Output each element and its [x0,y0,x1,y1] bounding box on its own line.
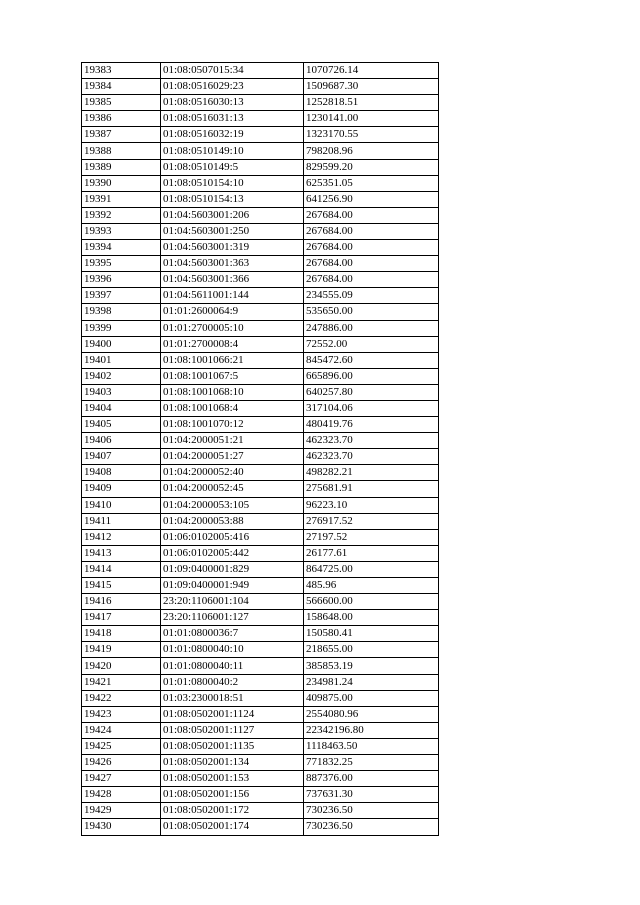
value-cell: 566600.00 [304,594,439,610]
row-number-cell: 19422 [82,690,161,706]
value-cell: 641256.90 [304,191,439,207]
cadastral-number-cell: 01:04:2000053:88 [161,513,304,529]
value-cell: 267684.00 [304,240,439,256]
cadastral-number-cell: 23:20:1106001:104 [161,594,304,610]
cadastral-number-cell: 01:01:2700008:4 [161,336,304,352]
value-cell: 864725.00 [304,561,439,577]
cadastral-number-cell: 01:08:1001066:21 [161,352,304,368]
table-row [82,771,439,787]
table-row [82,368,439,384]
row-number-cell: 19427 [82,771,161,787]
table-row [82,288,439,304]
value-cell: 887376.00 [304,771,439,787]
cadastral-number-cell: 01:04:2000052:40 [161,465,304,481]
table-row [82,529,439,545]
row-number-cell: 19429 [82,803,161,819]
cadastral-number-cell: 01:08:0502001:1127 [161,722,304,738]
cadastral-number-cell: 01:08:0502001:153 [161,771,304,787]
cadastral-number-cell: 01:08:1001068:4 [161,400,304,416]
value-cell: 267684.00 [304,223,439,239]
table-row [82,594,439,610]
row-number-cell: 19402 [82,368,161,384]
value-cell: 276917.52 [304,513,439,529]
table-row [82,626,439,642]
row-number-cell: 19426 [82,755,161,771]
table-row [82,674,439,690]
value-cell: 640257.80 [304,384,439,400]
table-row [82,642,439,658]
value-cell: 234981.24 [304,674,439,690]
cadastral-number-cell: 01:06:0102005:442 [161,545,304,561]
cadastral-number-cell: 01:01:0800040:10 [161,642,304,658]
row-number-cell: 19393 [82,223,161,239]
value-cell: 267684.00 [304,207,439,223]
row-number-cell: 19417 [82,610,161,626]
table-row [82,384,439,400]
cadastral-number-cell: 01:08:0516031:13 [161,111,304,127]
table-row [82,320,439,336]
value-cell: 218655.00 [304,642,439,658]
cadastral-number-cell: 01:01:0800040:11 [161,658,304,674]
table-row [82,352,439,368]
row-number-cell: 19406 [82,433,161,449]
row-number-cell: 19392 [82,207,161,223]
value-cell: 409875.00 [304,690,439,706]
value-cell: 730236.50 [304,803,439,819]
table-row [82,159,439,175]
cadastral-number-cell: 01:04:5603001:206 [161,207,304,223]
cadastral-number-cell: 01:08:1001070:12 [161,417,304,433]
cadastral-number-cell: 01:08:0510154:13 [161,191,304,207]
data-table [81,62,439,836]
cadastral-number-cell: 01:08:0502001:156 [161,787,304,803]
table-row [82,111,439,127]
row-number-cell: 19413 [82,545,161,561]
value-cell: 26177.61 [304,545,439,561]
value-cell: 829599.20 [304,159,439,175]
value-cell: 845472.60 [304,352,439,368]
table-row [82,240,439,256]
value-cell: 385853.19 [304,658,439,674]
cadastral-number-cell: 01:08:0507015:34 [161,63,304,79]
table-row [82,706,439,722]
value-cell: 1118463.50 [304,738,439,754]
table-row [82,513,439,529]
cadastral-number-cell: 01:08:0502001:1124 [161,706,304,722]
table-row [82,223,439,239]
row-number-cell: 19386 [82,111,161,127]
row-number-cell: 19398 [82,304,161,320]
cadastral-number-cell: 01:08:1001068:10 [161,384,304,400]
cadastral-number-cell: 01:08:0502001:172 [161,803,304,819]
row-number-cell: 19410 [82,497,161,513]
row-number-cell: 19430 [82,819,161,835]
row-number-cell: 19403 [82,384,161,400]
cadastral-number-cell: 01:01:0800036:7 [161,626,304,642]
value-cell: 150580.41 [304,626,439,642]
value-cell: 22342196.80 [304,722,439,738]
row-number-cell: 19401 [82,352,161,368]
value-cell: 1323170.55 [304,127,439,143]
row-number-cell: 19383 [82,63,161,79]
value-cell: 462323.70 [304,449,439,465]
value-cell: 267684.00 [304,256,439,272]
value-cell: 737631.30 [304,787,439,803]
cadastral-number-cell: 01:08:0502001:174 [161,819,304,835]
cadastral-number-cell: 23:20:1106001:127 [161,610,304,626]
value-cell: 462323.70 [304,433,439,449]
row-number-cell: 19420 [82,658,161,674]
table-row [82,545,439,561]
cadastral-number-cell: 01:04:2000051:21 [161,433,304,449]
value-cell: 317104.06 [304,400,439,416]
value-cell: 96223.10 [304,497,439,513]
cadastral-number-cell: 01:04:5603001:363 [161,256,304,272]
cadastral-number-cell: 01:04:5603001:319 [161,240,304,256]
row-number-cell: 19415 [82,578,161,594]
table-row [82,449,439,465]
row-number-cell: 19405 [82,417,161,433]
table-row [82,127,439,143]
row-number-cell: 19418 [82,626,161,642]
row-number-cell: 19412 [82,529,161,545]
table-row [82,481,439,497]
table-row [82,819,439,835]
cadastral-number-cell: 01:08:0510154:10 [161,175,304,191]
table-row [82,803,439,819]
value-cell: 485.96 [304,578,439,594]
cadastral-number-cell: 01:08:0516032:19 [161,127,304,143]
table-row [82,400,439,416]
value-cell: 480419.76 [304,417,439,433]
table-row [82,272,439,288]
row-number-cell: 19396 [82,272,161,288]
cadastral-number-cell: 01:01:2600064:9 [161,304,304,320]
table-row [82,191,439,207]
row-number-cell: 19387 [82,127,161,143]
value-cell: 267684.00 [304,272,439,288]
value-cell: 535650.00 [304,304,439,320]
table-row [82,738,439,754]
value-cell: 625351.05 [304,175,439,191]
row-number-cell: 19408 [82,465,161,481]
cadastral-number-cell: 01:08:0516029:23 [161,79,304,95]
row-number-cell: 19411 [82,513,161,529]
table-row [82,175,439,191]
table-row [82,497,439,513]
cadastral-number-cell: 01:06:0102005:416 [161,529,304,545]
value-cell: 234555.09 [304,288,439,304]
table-row [82,610,439,626]
value-cell: 247886.00 [304,320,439,336]
row-number-cell: 19390 [82,175,161,191]
table-row [82,561,439,577]
row-number-cell: 19409 [82,481,161,497]
row-number-cell: 19404 [82,400,161,416]
value-cell: 72552.00 [304,336,439,352]
value-cell: 1230141.00 [304,111,439,127]
cadastral-number-cell: 01:08:1001067:5 [161,368,304,384]
value-cell: 27197.52 [304,529,439,545]
table-row [82,755,439,771]
value-cell: 2554080.96 [304,706,439,722]
row-number-cell: 19428 [82,787,161,803]
table-row [82,658,439,674]
table-row [82,433,439,449]
table-row [82,336,439,352]
table-row [82,690,439,706]
cadastral-number-cell: 01:04:2000053:105 [161,497,304,513]
row-number-cell: 19391 [82,191,161,207]
cadastral-number-cell: 01:08:0516030:13 [161,95,304,111]
table-body [82,63,439,836]
table-row [82,95,439,111]
table-row [82,465,439,481]
row-number-cell: 19400 [82,336,161,352]
cadastral-number-cell: 01:04:2000052:45 [161,481,304,497]
row-number-cell: 19414 [82,561,161,577]
cadastral-number-cell: 01:04:5611001:144 [161,288,304,304]
value-cell: 1070726.14 [304,63,439,79]
table-row [82,256,439,272]
table-row [82,207,439,223]
cadastral-number-cell: 01:04:5603001:250 [161,223,304,239]
row-number-cell: 19419 [82,642,161,658]
cadastral-number-cell: 01:04:5603001:366 [161,272,304,288]
value-cell: 798208.96 [304,143,439,159]
row-number-cell: 19399 [82,320,161,336]
row-number-cell: 19424 [82,722,161,738]
row-number-cell: 19416 [82,594,161,610]
value-cell: 158648.00 [304,610,439,626]
value-cell: 1252818.51 [304,95,439,111]
row-number-cell: 19384 [82,79,161,95]
value-cell: 665896.00 [304,368,439,384]
value-cell: 275681.91 [304,481,439,497]
cadastral-number-cell: 01:08:0510149:5 [161,159,304,175]
table-row [82,787,439,803]
cadastral-number-cell: 01:01:0800040:2 [161,674,304,690]
row-number-cell: 19388 [82,143,161,159]
row-number-cell: 19421 [82,674,161,690]
table-row [82,63,439,79]
cadastral-number-cell: 01:09:0400001:829 [161,561,304,577]
cadastral-number-cell: 01:01:2700005:10 [161,320,304,336]
value-cell: 730236.50 [304,819,439,835]
cadastral-number-cell: 01:08:0510149:10 [161,143,304,159]
cadastral-number-cell: 01:08:0502001:134 [161,755,304,771]
row-number-cell: 19385 [82,95,161,111]
cadastral-number-cell: 01:09:0400001:949 [161,578,304,594]
table-row [82,722,439,738]
cadastral-number-cell: 01:03:2300018:51 [161,690,304,706]
row-number-cell: 19407 [82,449,161,465]
row-number-cell: 19389 [82,159,161,175]
table-row [82,417,439,433]
value-cell: 1509687.30 [304,79,439,95]
row-number-cell: 19423 [82,706,161,722]
value-cell: 771832.25 [304,755,439,771]
row-number-cell: 19397 [82,288,161,304]
row-number-cell: 19395 [82,256,161,272]
table-row [82,143,439,159]
table-row [82,79,439,95]
row-number-cell: 19425 [82,738,161,754]
cadastral-number-cell: 01:08:0502001:1135 [161,738,304,754]
value-cell: 498282.21 [304,465,439,481]
cadastral-number-cell: 01:04:2000051:27 [161,449,304,465]
table-row [82,578,439,594]
row-number-cell: 19394 [82,240,161,256]
table-row [82,304,439,320]
